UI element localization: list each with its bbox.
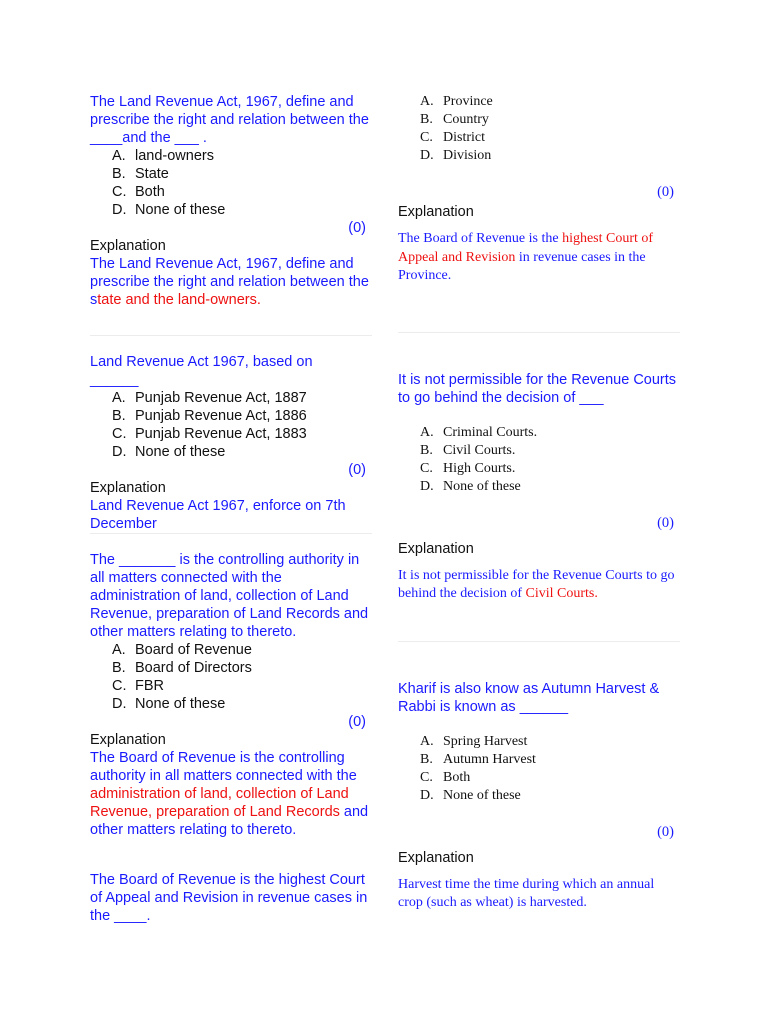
explanation-heading: Explanation — [398, 204, 474, 220]
explanation-heading: Explanation — [398, 540, 474, 557]
option-letter: C. — [420, 460, 433, 476]
option-text: District — [443, 130, 485, 145]
question-block — [398, 680, 680, 913]
option-letter: D. — [420, 148, 434, 163]
option-text: State — [135, 166, 169, 182]
explanation-highlight: administration of land, collection of Land Revenue, preparation of Land Records — [90, 786, 349, 820]
explanation-part: It is not permissible for the Revenue Courts to go behind the decision of — [398, 567, 675, 601]
option-letter: A. — [420, 94, 434, 109]
option-c[interactable] — [398, 129, 680, 147]
option-letter: A. — [420, 424, 434, 440]
explanation-text: Harvest time the time during which an annual crop (such as wheat) is harvested. — [398, 876, 655, 910]
divider — [90, 533, 372, 534]
option-text: Division — [443, 148, 492, 163]
question-block-continued — [398, 93, 680, 286]
option-letter: B. — [420, 112, 433, 127]
option-letter: A. — [112, 642, 126, 658]
explanation-text — [398, 230, 680, 286]
option-letter: D. — [112, 444, 127, 460]
option-b[interactable] — [398, 442, 680, 460]
divider — [398, 641, 680, 642]
option-text: High Courts. — [443, 460, 516, 476]
divider — [90, 335, 372, 336]
question-text: The Land Revenue Act, 1967, define and prescribe the right and relation between the ____and the ___ . — [90, 94, 369, 146]
option-c[interactable] — [398, 460, 680, 478]
score-badge: (0) — [348, 462, 366, 478]
option-letter: C. — [112, 678, 127, 694]
options-list — [398, 733, 680, 805]
option-a[interactable] — [398, 424, 680, 442]
question-block — [90, 551, 372, 839]
question-block — [90, 93, 372, 309]
option-c[interactable] — [90, 677, 372, 695]
option-text: None of these — [135, 202, 226, 218]
score-badge: (0) — [348, 714, 366, 730]
option-text: Board of Directors — [135, 660, 252, 676]
left-column — [90, 92, 372, 925]
question-block — [398, 371, 680, 604]
option-b[interactable] — [398, 751, 680, 769]
explanation-highlight: tate and the land-owners. — [97, 292, 261, 308]
question-text: The _______ is the controlling authority in all matters connected with the administration of land, collection of Land Revenue, preparation of Land Records and other matters relating to thereto. — [90, 552, 369, 640]
question-text: Land Revenue Act 1967, based on ______ — [90, 354, 313, 388]
option-letter: D. — [112, 696, 127, 712]
options-list — [90, 389, 372, 461]
option-d[interactable] — [90, 443, 372, 461]
explanation-text — [90, 255, 372, 309]
explanation-heading: Explanation — [90, 480, 166, 496]
option-letter: A. — [420, 733, 434, 749]
option-text: Board of Revenue — [135, 642, 252, 658]
option-text: Civil Courts. — [443, 442, 516, 458]
explanation-text: Land Revenue Act 1967, enforce on 7th December — [90, 498, 346, 532]
option-text: Both — [443, 769, 471, 785]
explanation-highlight: highest Court of Appeal and Revision — [398, 231, 654, 265]
option-text: Province — [443, 94, 493, 109]
option-text: Spring Harvest — [443, 733, 528, 749]
options-list — [90, 641, 372, 713]
option-text: None of these — [443, 787, 521, 803]
option-c[interactable] — [398, 769, 680, 787]
option-text: Punjab Revenue Act, 1886 — [135, 408, 307, 424]
explanation-part: and other matters relating to thereto. — [90, 804, 369, 838]
option-letter: C. — [112, 184, 127, 200]
explanation-highlight: Civil Courts. — [525, 586, 598, 601]
question-block — [90, 353, 372, 533]
option-letter: C. — [420, 769, 433, 785]
option-letter: B. — [420, 751, 433, 767]
option-d[interactable] — [398, 787, 680, 805]
explanation-part: The Land Revenue Act, 1967, define and prescribe the right and relation between the s — [90, 256, 369, 308]
score-badge: (0) — [657, 184, 674, 200]
option-d[interactable] — [398, 147, 680, 165]
explanation-heading: Explanation — [90, 238, 166, 254]
explanation-part: The Board of Revenue is the controlling authority in all matters connected with the — [90, 750, 357, 784]
options-list — [90, 147, 372, 219]
score-badge: (0) — [348, 220, 366, 236]
option-letter: B. — [112, 408, 126, 424]
option-b[interactable] — [90, 659, 372, 677]
divider — [398, 332, 680, 333]
option-text: Country — [443, 112, 489, 127]
option-letter: A. — [112, 390, 126, 406]
option-letter: D. — [420, 478, 434, 494]
option-a[interactable] — [398, 733, 680, 751]
option-b[interactable] — [90, 407, 372, 425]
option-a[interactable] — [90, 389, 372, 407]
option-d[interactable] — [398, 478, 680, 496]
option-text: Both — [135, 184, 165, 200]
explanation-part: The Board of Revenue is the — [398, 231, 563, 246]
explanation-heading: Explanation — [398, 849, 474, 866]
explanation-text — [90, 749, 372, 839]
option-b[interactable] — [90, 165, 372, 183]
option-text: None of these — [443, 478, 521, 494]
option-c[interactable] — [90, 425, 372, 443]
explanation-heading: Explanation — [90, 732, 166, 748]
option-text: Punjab Revenue Act, 1883 — [135, 426, 307, 442]
explanation-part: in revenue cases in the Province. — [398, 249, 646, 283]
option-a[interactable] — [90, 147, 372, 165]
options-list — [398, 93, 680, 165]
option-c[interactable] — [90, 183, 372, 201]
option-a[interactable] — [398, 93, 680, 111]
option-d[interactable] — [90, 695, 372, 713]
option-text: Criminal Courts. — [443, 424, 538, 440]
question-text: It is not permissible for the Revenue Courts to go behind the decision of ___ — [398, 371, 677, 406]
option-letter: A. — [112, 148, 126, 164]
option-text: FBR — [135, 678, 164, 694]
option-text: None of these — [135, 444, 226, 460]
option-a[interactable] — [90, 641, 372, 659]
options-list — [398, 424, 680, 496]
score-badge: (0) — [657, 823, 674, 840]
score-badge: (0) — [657, 514, 674, 531]
option-text: Punjab Revenue Act, 1887 — [135, 390, 307, 406]
option-letter: C. — [420, 130, 433, 145]
option-letter: C. — [112, 426, 127, 442]
option-b[interactable] — [398, 111, 680, 129]
question-block — [90, 871, 372, 925]
option-text: land-owners — [135, 148, 214, 164]
option-letter: B. — [112, 166, 126, 182]
question-text: The Board of Revenue is the highest Court of Appeal and Revision in revenue cases in the ____. — [90, 872, 368, 924]
question-text: Kharif is also know as Autumn Harvest & Rabbi is known as ______ — [398, 680, 660, 715]
option-letter: D. — [420, 787, 434, 803]
explanation-text — [398, 567, 680, 604]
option-letter: D. — [112, 202, 127, 218]
option-letter: B. — [420, 442, 433, 458]
option-text: None of these — [135, 696, 226, 712]
right-column — [398, 92, 680, 913]
option-letter: B. — [112, 660, 126, 676]
option-text: Autumn Harvest — [443, 751, 536, 767]
option-d[interactable] — [90, 201, 372, 219]
